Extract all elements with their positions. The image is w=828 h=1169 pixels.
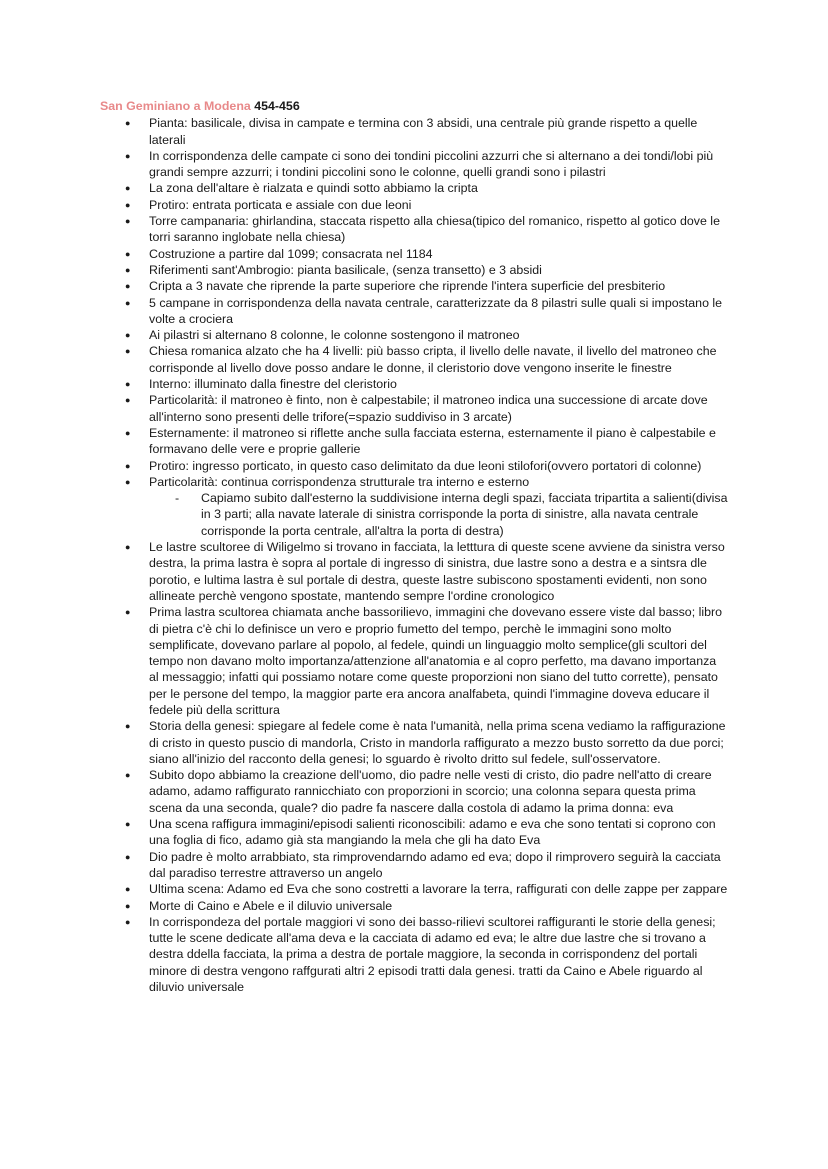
- list-item: ● Chiesa romanica alzato che ha 4 livelli: più basso cripta, il livello delle navate, il livello del matroneo che corrisponde al livello dove posso andare le donne, il cleristorio dove vengono inserite le finestre: [100, 343, 728, 376]
- list-item: ● Le lastre scultoree di Wiligelmo si trovano in facciata, la letttura di queste scene avviene da sinistra verso destra, la prima lastra è sopra al portale di ingresso di sinistra, due lastre sono a destra e a sintsra dle porotio, e lultima lastra è sul portale di destra, queste lastre subiscono spostamenti evidenti, non sono allineate perchè vengono spostate, mantendo sempre l'ordine cronologico: [100, 539, 728, 604]
- list-item: ● Cripta a 3 navate che riprende la parte superiore che riprende l'intera superficie del presbiterio: [100, 278, 728, 294]
- list-item-text: Particolarità: continua corrispondenza strutturale tra interno e esterno: [149, 474, 530, 489]
- page-title: [100, 98, 728, 114]
- list-item: ● Interno: illuminato dalla finestre del cleristorio: [100, 376, 728, 392]
- list-item: ● Una scena raffigura immagini/episodi salienti riconoscibili: adamo e eva che sono tentati si coprono con una foglia di fico, adamo già sta mangiando la mela che gli ha dato Eva: [100, 816, 728, 849]
- sub-list: [149, 490, 728, 539]
- notes-content: [100, 98, 728, 995]
- list-item-with-subitem: [100, 474, 728, 539]
- list-item: ● Storia della genesi: spiegare al fedele come è nata l'umanità, nella prima scena vediamo la raffigurazione di cristo in questo puscio di mandorla, Cristo in mandorla raffigurato a mezzo busto sorretto da due porci; siano all'inizio del racconto della genesi; lo sguardo è rivolto dritto sul fedele, sull'osservatore.: [100, 718, 728, 767]
- list-item: ● Pianta: basilicale, divisa in campate e termina con 3 absidi, una centrale più grande rispetto a quelle laterali: [100, 115, 728, 148]
- sub-list-item: - Capiamo subito dall'esterno la suddivisione interna degli spazi, facciata tripartita a salienti(divisa in 3 parti; alla navate laterale di sinistra corrisponde la porta di sinistre, alla navata centrale corrisponde la porta centrale, all'altra la porta di destra): [149, 490, 728, 539]
- list-item: ● Torre campanaria: ghirlandina, staccata rispetto alla chiesa(tipico del romanico, rispetto al gotico dove le torri saranno inglobate nella chiesa): [100, 213, 728, 246]
- list-item: ● Riferimenti sant'Ambrogio: pianta basilicale, (senza transetto) e 3 absidi: [100, 262, 728, 278]
- bullet-list: [100, 115, 728, 995]
- list-item: ● Protiro: entrata porticata e assiale con due leoni: [100, 197, 728, 213]
- list-item: ● Dio padre è molto arrabbiato, sta rimprovendarndo adamo ed eva; dopo il rimprovero seguirà la cacciata dal paradiso terrestre attraverso un angelo: [100, 849, 728, 882]
- list-item: ● Costruzione a partire dal 1099; consacrata nel 1184: [100, 246, 728, 262]
- list-item: ● Ultima scena: Adamo ed Eva che sono costretti a lavorare la terra, raffigurati con delle zappe per zappare: [100, 881, 728, 897]
- list-item: ● In corrispondeza del portale maggiori vi sono dei basso-rilievi scultorei raffiguranti le storie della genesi; tutte le scene dedicate all'ama deva e la cacciata di adamo ed eva; le altre due lastre che si trovano a destra ddella facciata, la prima a destra de portale maggiore, la seconda in corrispondenz del portali minore di destra vengono raffgurati altri 2 episodi tratti dala genesi. tratti da Caino e Abele riguardo al diluvio universale: [100, 914, 728, 995]
- list-item: ● Morte di Caino e Abele e il diluvio universale: [100, 898, 728, 914]
- list-item: ● In corrispondenza delle campate ci sono dei tondini piccolini azzurri che si alternano a dei tondi/lobi più grandi sempre azzurri; i tondini piccolini sono le colonne, quelli grandi sono i pilastri: [100, 148, 728, 181]
- list-item: ● Esternamente: il matroneo si riflette anche sulla facciata esterna, esternamente il piano è calpestabile e formavano delle vere e proprie gallerie: [100, 425, 728, 458]
- list-item: ● Ai pilastri si alternano 8 colonne, le colonne sostengono il matroneo: [100, 327, 728, 343]
- title-pages: 454-456: [254, 99, 300, 113]
- list-item: ● Prima lastra scultorea chiamata anche bassorilievo, immagini che dovevano essere viste dal basso; libro di pietra c'è chi lo definisce un vero e proprio fumetto del tempo, perchè le immagini sono molto semplificate, dovevano parlare al popolo, al fedele, quindi un linguaggio molto semplice(gli scultori del tempo non davano molto importanza/attenzione all'anatomia e al copro perfetto, ma davano importanza al messaggio; infatti qui possiamo notare come queste proporzioni non siano del tutto corrette), pensato per le persone del tempo, la maggior parte era ancora analfabeta, quindi l'immagine doveva educare il fedele più della scrittura: [100, 604, 728, 718]
- list-item: ● Protiro: ingresso porticato, in questo caso delimitato da due leoni stilofori(ovvero portatori di colonne): [100, 458, 728, 474]
- list-item: ● Particolarità: il matroneo è finto, non è calpestabile; il matroneo indica una successione di arcate dove all'interno sono presenti delle trifore(=spazio suddiviso in 3 arcate): [100, 392, 728, 425]
- list-item: ● 5 campane in corrispondenza della navata centrale, caratterizzate da 8 pilastri sulle quali si impostano le volte a crociera: [100, 295, 728, 328]
- list-item: ● Subito dopo abbiamo la creazione dell'uomo, dio padre nelle vesti di cristo, dio padre nell'atto di creare adamo, adamo raffigurato rannicchiato con proporzioni in scorcio; una colonna separa questa prima scena da una seconda, quale? dio padre fa nascere dalla costola di adamo la prima donna: eva: [100, 767, 728, 816]
- list-item: ● La zona dell'altare è rialzata e quindi sotto abbiamo la cripta: [100, 180, 728, 196]
- title-accent: San Geminiano a Modena: [100, 99, 251, 113]
